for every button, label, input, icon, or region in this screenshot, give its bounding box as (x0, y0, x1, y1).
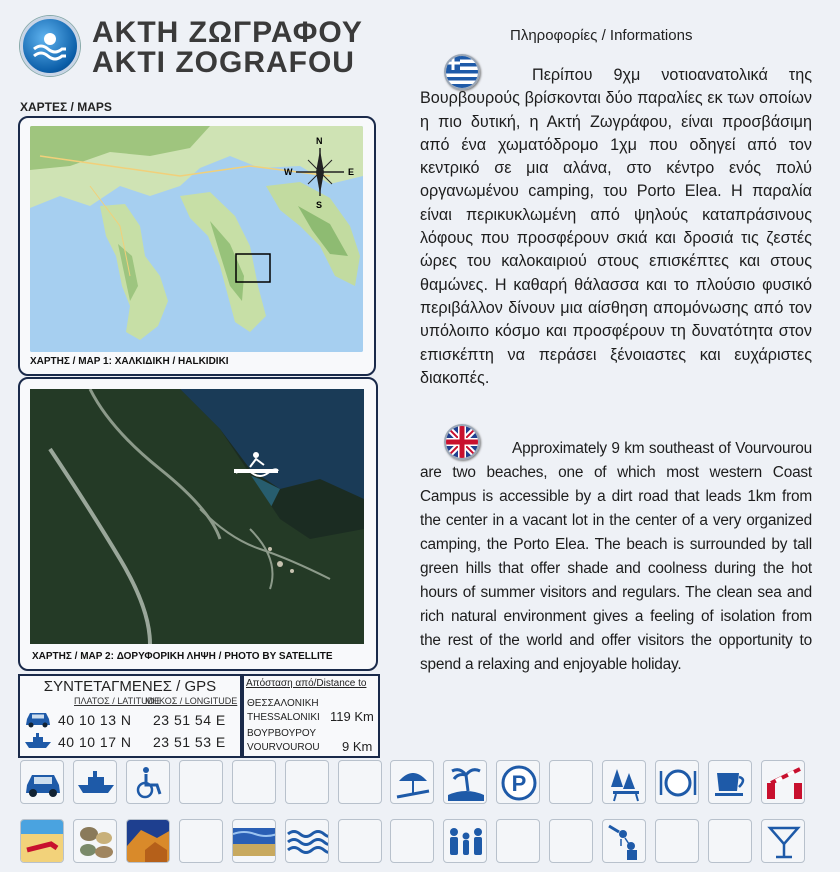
family-icon (444, 820, 487, 863)
facility-tile-empty (549, 819, 593, 863)
facility-tile-umbrella-lounger (390, 760, 434, 804)
facility-tile-shower (602, 819, 646, 863)
map1-caption: ΧΑΡΤΗΣ / MAP 1: ΧΑΛΚΙΔΙΚΗ / HALKIDIKI (30, 356, 229, 367)
facility-tile-empty (338, 819, 382, 863)
map-panel-halkidiki (18, 116, 376, 376)
facility-tile-boat (73, 760, 117, 804)
facility-tile-cocktail (761, 819, 805, 863)
gps-title: ΣΥΝΤΕΤΑΓΜΕΝΕΣ / GPS (43, 678, 217, 695)
compass-n: N (316, 136, 323, 146)
facility-tile-empty (708, 819, 752, 863)
map-panel-satellite (18, 377, 378, 671)
facility-tile-island (443, 760, 487, 804)
distance2-value: 9 Km (342, 739, 373, 754)
boat-latitude: 40 10 17 N (58, 734, 132, 750)
info-heading: Πληροφορίες / Informations (510, 27, 693, 44)
restaurant-icon (656, 761, 699, 804)
sunbathing-icon (21, 820, 64, 863)
facility-tile-empty (549, 760, 593, 804)
car-icon (24, 710, 52, 733)
compass-s: S (316, 200, 323, 210)
facility-tile-empty (390, 819, 434, 863)
facility-tile-empty (285, 760, 329, 804)
island-icon (444, 761, 487, 804)
facility-tile-parking (496, 760, 540, 804)
maps-section-label: ΧΑΡΤΕΣ / MAPS (20, 100, 112, 114)
boat-longitude: 23 51 53 E (153, 734, 226, 750)
shower-icon (603, 820, 646, 863)
compass-e: E (348, 167, 355, 177)
distance2-greek: ΒΟΥΡΒΟΥΡΟΥ (247, 728, 317, 739)
gps-coordinates-box (18, 674, 242, 758)
svg-text:P: P (511, 771, 527, 796)
satellite-photo[interactable] (30, 389, 364, 644)
page-title-greek: ΑΚΤΗ ΖΩΓΡΑΦΟΥ (92, 16, 363, 49)
facility-tile-sea-calm (232, 819, 276, 863)
cafe-icon (709, 761, 752, 804)
sea-waves-icon (286, 820, 329, 863)
facility-tile-barrier (761, 760, 805, 804)
cocktail-icon (762, 820, 805, 863)
facility-tile-empty (655, 819, 699, 863)
halkidiki-map[interactable] (30, 126, 363, 352)
page-title-latin: AKTI ZOGRAFOU (92, 46, 355, 79)
facility-tile-sea-waves (285, 819, 329, 863)
rocks-icon (127, 820, 170, 863)
wheelchair-icon (127, 761, 170, 804)
pebbles-icon (74, 820, 117, 863)
boat-icon (74, 761, 117, 804)
facility-tile-empty (179, 760, 223, 804)
distance1-latin: THESSALONIKI (247, 712, 320, 723)
facility-tile-empty (338, 760, 382, 804)
compass-w: W (284, 167, 293, 177)
facility-tile-wheelchair (126, 760, 170, 804)
distance2-latin: VOURVOUROU (247, 742, 320, 753)
boat-icon (24, 732, 52, 755)
facility-tile-car (20, 760, 64, 804)
facility-tile-empty (496, 819, 540, 863)
map2-caption: ΧΑΡΤΗΣ / MAP 2: ΔΟΡΥΦΟΡΙΚΗ ΛΗΨΗ / PHOTO BY SATELLITE (32, 651, 333, 662)
facility-tile-empty (179, 819, 223, 863)
facility-tile-rocks (126, 819, 170, 863)
longitude-label: ΜΗΚΟΣ / LONGITUDE (145, 696, 238, 706)
facility-tile-cafe (708, 760, 752, 804)
beach-logo (20, 16, 80, 76)
greek-description: Περίπου 9χμ νοτιοανατολικά της Βουρβουρούς βρίσκονται δύο παραλίες εκ των οποίων η πιο δυτική, η Ακτή Ζωγράφου, είναι προσβάσιμη από ένα χωματόδρομο 1χμ που οδηγεί από τον κεντρικό σε μια αλάνα, στο κέντρο ενός πολύ οργανωμένου camping, του Porto Elea. Η παραλία είναι περικυκλωμένη από ψηλούς καταπράσινους λόφους που προσφέρουν σκιά και δροσιά τις ζεστές ώρες του καλοκαιριού στους επισκέπτες και στους θαμώνες. Η καθαρή θάλασσα και το πλούσιο φυσικό περιβάλλον δίνουν μια αίσθηση απομόνωσης από τον υπόλοιπο κόσμο και προσφέρουν τη δυνατότητα στον επισκέπτη να περάσει ξένοιαστες και ευχάριστες διακοπές. (420, 66, 812, 387)
english-description: Approximately 9 km southeast of Vourvourou are two beaches, one of which most western Coast Campus is accessible by a dirt road that leads 1km from the center in a vacant lot in the center of a very organized camping, the Porto Elea. The beach is surrounded by tall green hills that offer shade and coolness during the hot hours of summer visitors and regulars. The clean sea and rich natural environment gives a feeling of isolation from the rest of the world and offer visitors the opportunity to spend a relaxing and enjoyable holiday. (420, 440, 812, 673)
facility-tile-pebbles (73, 819, 117, 863)
car-icon (21, 761, 64, 804)
facility-tile-family (443, 819, 487, 863)
distance1-greek: ΘΕΣΣΑΛΟΝΙΚΗ (247, 698, 319, 709)
facility-tile-empty (232, 760, 276, 804)
facility-tile-restaurant (655, 760, 699, 804)
umbrella-lounger-icon (391, 761, 434, 804)
distance-box (242, 674, 380, 758)
distance-title: Απόσταση από/Distance to (246, 678, 367, 689)
car-latitude: 40 10 13 N (58, 712, 132, 728)
car-longitude: 23 51 54 E (153, 712, 226, 728)
parking-icon (497, 761, 540, 804)
distance1-value: 119 Km (330, 709, 374, 724)
barrier-icon (762, 761, 805, 804)
facility-tile-picnic (602, 760, 646, 804)
sea-calm-icon (233, 820, 276, 863)
picnic-icon (603, 761, 646, 804)
latitude-label: ΠΛΑΤΟΣ / LATITUDE (74, 696, 161, 706)
facility-tile-sunbathing (20, 819, 64, 863)
